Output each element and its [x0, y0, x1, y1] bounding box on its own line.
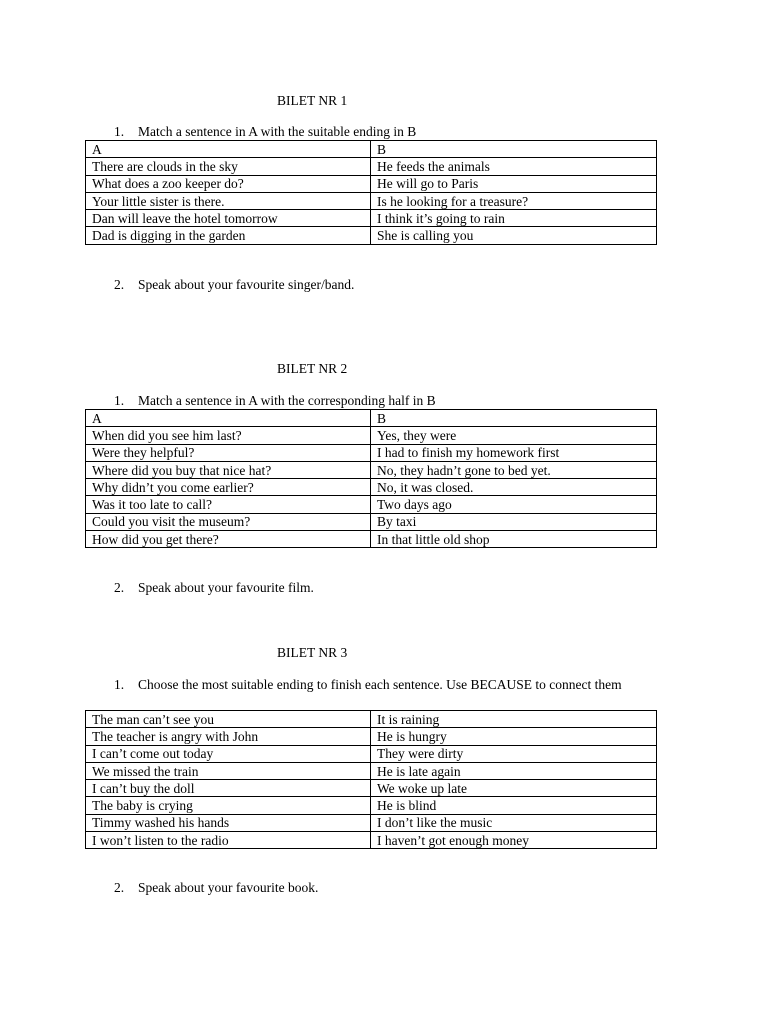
table-row: [86, 531, 657, 548]
column-b-cell: He is late again: [371, 762, 657, 779]
task-number: 1.: [114, 677, 125, 692]
table-row: [86, 427, 657, 444]
column-a-cell: The teacher is angry with John: [86, 728, 371, 745]
table-row: [86, 192, 657, 209]
table-row: [86, 832, 657, 849]
column-a-cell: Dan will leave the hotel tomorrow: [86, 210, 371, 227]
column-a-cell: I can’t come out today: [86, 745, 371, 762]
column-a-cell: Why didn’t you come earlier?: [86, 479, 371, 496]
column-b-cell: By taxi: [371, 513, 657, 530]
column-b-cell: He feeds the animals: [371, 158, 657, 175]
column-b-cell: They were dirty: [371, 745, 657, 762]
column-a-cell: Was it too late to call?: [86, 496, 371, 513]
ticket-1-match-table: [85, 140, 657, 245]
table-header-row: [86, 410, 657, 427]
table-header-row: [86, 141, 657, 158]
column-b-cell: I don’t like the music: [371, 814, 657, 831]
column-b-cell: Yes, they were: [371, 427, 657, 444]
column-a-cell: Dad is digging in the garden: [86, 227, 371, 244]
task-text: Speak about your favourite singer/band.: [138, 277, 355, 292]
task-text: Speak about your favourite book.: [138, 880, 319, 895]
column-a-cell: There are clouds in the sky: [86, 158, 371, 175]
table-row: [86, 814, 657, 831]
column-a-cell: We missed the train: [86, 762, 371, 779]
column-b-cell: I haven’t got enough money: [371, 832, 657, 849]
column-a-header: A: [86, 410, 371, 427]
task-text: Speak about your favourite film.: [138, 580, 314, 595]
table-row: [86, 210, 657, 227]
column-b-cell: He will go to Paris: [371, 175, 657, 192]
table-row: [86, 227, 657, 244]
task-text: Choose the most suitable ending to finish each sentence. Use BECAUSE to connect them: [138, 677, 622, 692]
ticket-2-title: BILET NR 2: [277, 361, 348, 376]
column-b-cell: We woke up late: [371, 780, 657, 797]
column-b-cell: She is calling you: [371, 227, 657, 244]
table-row: [86, 711, 657, 728]
table-row: [86, 479, 657, 496]
column-b-cell: No, it was closed.: [371, 479, 657, 496]
column-b-cell: Two days ago: [371, 496, 657, 513]
table-row: [86, 461, 657, 478]
table-row: [86, 745, 657, 762]
task-number: 1.: [114, 393, 125, 408]
table-row: [86, 513, 657, 530]
task-text: Match a sentence in A with the suitable ending in B: [138, 124, 417, 139]
column-a-cell: Timmy washed his hands: [86, 814, 371, 831]
table-row: [86, 762, 657, 779]
column-b-cell: I think it’s going to rain: [371, 210, 657, 227]
column-b-header: B: [371, 141, 657, 158]
column-a-cell: Could you visit the museum?: [86, 513, 371, 530]
column-b-cell: Is he looking for a treasure?: [371, 192, 657, 209]
ticket-3-title: BILET NR 3: [277, 645, 348, 660]
table-row: [86, 444, 657, 461]
task-number: 1.: [114, 124, 125, 139]
column-a-cell: How did you get there?: [86, 531, 371, 548]
column-a-cell: Where did you buy that nice hat?: [86, 461, 371, 478]
task-number: 2.: [114, 277, 125, 292]
column-a-cell: When did you see him last?: [86, 427, 371, 444]
task-text: Match a sentence in A with the corresponding half in B: [138, 393, 436, 408]
table-row: [86, 158, 657, 175]
column-a-cell: Were they helpful?: [86, 444, 371, 461]
column-a-cell: What does a zoo keeper do?: [86, 175, 371, 192]
task-number: 2.: [114, 580, 125, 595]
column-b-cell: He is blind: [371, 797, 657, 814]
ticket-1-title: BILET NR 1: [277, 93, 348, 108]
column-b-cell: It is raining: [371, 711, 657, 728]
column-a-cell: I won’t listen to the radio: [86, 832, 371, 849]
table-row: [86, 728, 657, 745]
table-row: [86, 797, 657, 814]
column-b-header: B: [371, 410, 657, 427]
table-row: [86, 496, 657, 513]
column-b-cell: No, they hadn’t gone to bed yet.: [371, 461, 657, 478]
column-a-cell: I can’t buy the doll: [86, 780, 371, 797]
task-number: 2.: [114, 880, 125, 895]
ticket-3-match-table: [85, 710, 657, 849]
table-row: [86, 175, 657, 192]
column-a-header: A: [86, 141, 371, 158]
column-a-cell: The man can’t see you: [86, 711, 371, 728]
column-b-cell: In that little old shop: [371, 531, 657, 548]
column-a-cell: The baby is crying: [86, 797, 371, 814]
ticket-2-match-table: [85, 409, 657, 548]
column-b-cell: He is hungry: [371, 728, 657, 745]
column-b-cell: I had to finish my homework first: [371, 444, 657, 461]
column-a-cell: Your little sister is there.: [86, 192, 371, 209]
table-row: [86, 780, 657, 797]
